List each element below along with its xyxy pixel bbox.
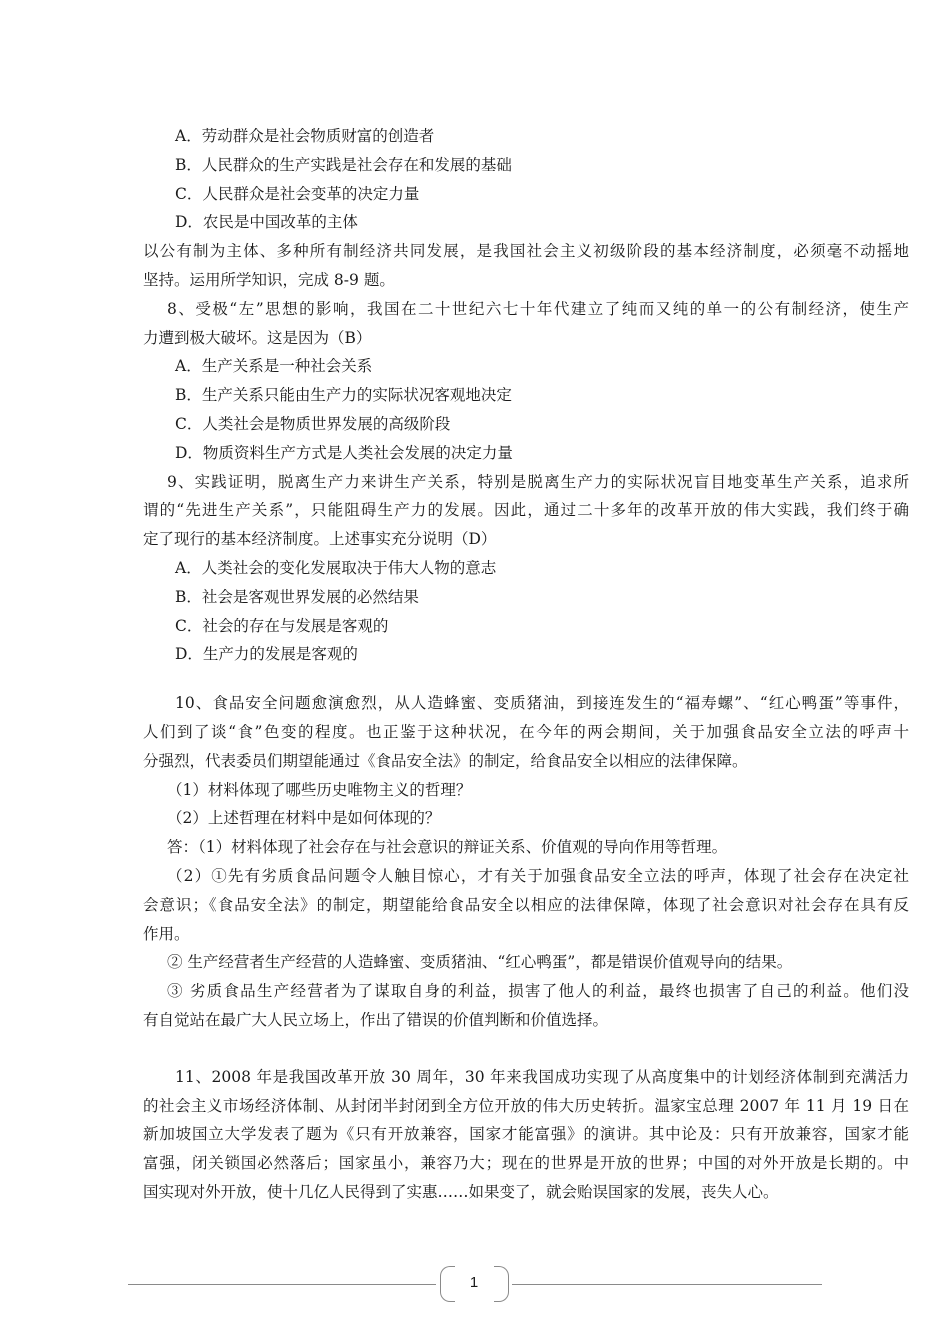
question-11-line-2: 的社会主义市场经济体制、从封闭半封闭到全方位开放的伟大历史转折。温家宝总理 2007 年 11 月 19 日在: [143, 1096, 909, 1115]
option-c-q7: C．人民群众是社会变革的决定力量: [175, 184, 420, 203]
question-11-line-1: 11、2008 年是我国改革开放 30 周年，30 年来我国成功实现了从高度集中的计划经济体制到充满活力: [175, 1067, 909, 1086]
option-b-q8: B．生产关系只能由生产力的实际状况客观地决定: [175, 386, 512, 405]
stem-8-9-line-1: 以公有制为主体、多种所有制经济共同发展，是我国社会主义初级阶段的基本经济制度，必须毫不动摇地: [143, 242, 909, 261]
option-d-q7: D．农民是中国改革的主体: [175, 213, 358, 232]
option-b-q9: B．社会是客观世界发展的必然结果: [175, 587, 419, 606]
page-number: 1: [469, 1274, 479, 1291]
question-8-line-2: 力遭到极大破坏。这是因为（B）: [143, 328, 372, 347]
option-c-q9: C．社会的存在与发展是客观的: [175, 616, 389, 635]
question-9-line-2: 谓的“先进生产关系”，只能阻碍生产力的发展。因此，通过二十多年的改革开放的伟大实践，我们终于确: [143, 501, 909, 520]
answer-10-part-2-line-2: 会意识；《食品安全法》的制定，期望能给食品安全以相应的法律保障，体现了社会意识对社会存在具有反: [143, 895, 909, 914]
question-11-line-3: 新加坡国立大学发表了题为《只有开放兼容，国家才能富强》的演讲。其中论及：只有开放兼容，国家才能: [143, 1125, 909, 1144]
option-d-q8: D．物质资料生产方式是人类社会发展的决定力量: [175, 443, 513, 462]
answer-10-point-3-line-1: ③ 劣质食品生产经营者为了谋取自身的利益，损害了他人的利益，最终也损害了自己的利益。他们没: [167, 982, 909, 1001]
question-8-line-1: 8、受极“左”思想的影响，我国在二十世纪六七十年代建立了纯而又纯的单一的公有制经济，使生产: [167, 299, 909, 318]
question-10-line-3: 分强烈，代表委员们期望能通过《食品安全法》的制定，给食品安全以相应的法律保障。: [143, 751, 748, 770]
answer-10-part-2-line-1: （2）①先有劣质食品问题令人触目惊心，才有关于加强食品安全立法的呼声，体现了社会存在决定社: [167, 866, 909, 885]
option-a-q8: A．生产关系是一种社会关系: [175, 357, 373, 376]
page-footer: [128, 1266, 822, 1302]
option-a-q7: A．劳动群众是社会物质财富的创造者: [175, 127, 435, 145]
footer-rule-right: [512, 1284, 822, 1285]
answer-10-part-1: 答：（1）材料体现了社会存在与社会意识的辩证关系、价值观的导向作用等哲理。: [167, 838, 728, 857]
question-10-line-1: 10、食品安全问题愈演愈烈，从人造蜂蜜、变质猪油，到接连发生的“福寿螺”、“红心鸭蛋”等事件，: [175, 694, 909, 713]
option-c-q8: C．人类社会是物质世界发展的高级阶段: [175, 414, 451, 433]
footer-bracket-left: [440, 1266, 455, 1302]
footer-bracket-right: [494, 1266, 509, 1302]
question-10-sub-1: （1）材料体现了哪些历史唯物主义的哲理？: [167, 780, 472, 799]
option-d-q9: D．生产力的发展是客观的: [175, 645, 358, 664]
question-10-line-2: 人们到了谈“食”色变的程度。也正鉴于这种状况，在今年的两会期间，关于加强食品安全立法的呼声十: [143, 722, 909, 741]
option-b-q7: B．人民群众的生产实践是社会存在和发展的基础: [175, 155, 512, 174]
option-a-q9: A．人类社会的变化发展取决于伟大人物的意志: [175, 558, 497, 577]
question-9-line-1: 9、实践证明，脱离生产力来讲生产关系，特别是脱离生产力的实际状况盲目地变革生产关系，追求所: [167, 472, 909, 491]
question-11-line-4: 富强，闭关锁国必然落后；国家虽小，兼容乃大；现在的世界是开放的世界；中国的对外开放是长期的。中: [143, 1154, 909, 1173]
footer-rule-left: [128, 1284, 436, 1285]
question-11-line-5: 国实现对外开放，使十几亿人民得到了实惠……如果变了，就会贻误国家的发展，丧失人心。: [143, 1182, 779, 1201]
stem-8-9-line-2: 坚持。运用所学知识，完成 8-9 题。: [143, 270, 395, 289]
answer-10-point-2: ② 生产经营者生产经营的人造蜂蜜、变质猪油、“红心鸭蛋”，都是错误价值观导向的结果。: [167, 953, 793, 972]
page-body: [143, 122, 909, 1207]
answer-10-point-3-line-2: 有自觉站在最广大人民立场上，作出了错误的价值判断和价值选择。: [143, 1010, 609, 1029]
question-10-sub-2: （2）上述哲理在材料中是如何体现的？: [167, 809, 441, 828]
answer-10-part-2-line-3: 作用。: [143, 924, 190, 943]
question-9-line-3: 定了现行的基本经济制度。上述事实充分说明（D）: [143, 530, 497, 549]
